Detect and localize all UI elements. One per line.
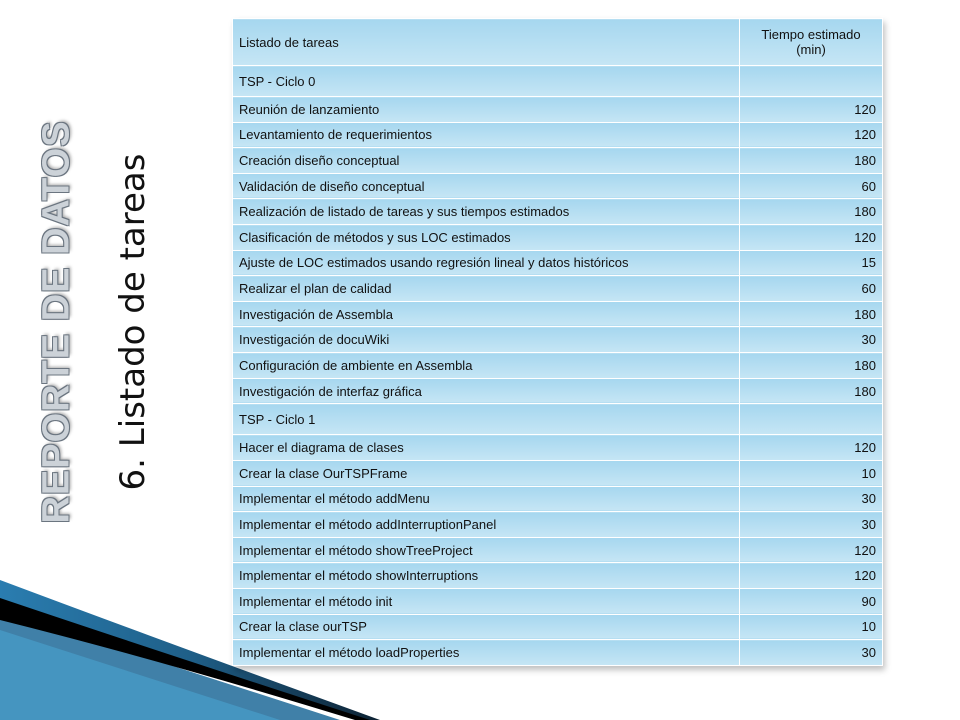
section-row (233, 404, 883, 435)
slide-title: REPORTE DE DATOS (35, 120, 78, 524)
time-cell (740, 404, 883, 435)
task-cell: Ajuste de LOC estimados usando regresión lineal y datos históricos (233, 250, 740, 276)
time-cell: 30 (740, 486, 883, 512)
task-cell: TSP - Ciclo 0 (233, 66, 740, 97)
time-cell: 180 (740, 199, 883, 225)
task-cell: Implementar el método addMenu (233, 486, 740, 512)
section-row (233, 66, 883, 97)
table-row (233, 173, 883, 199)
table-row (233, 225, 883, 251)
time-cell: 120 (740, 97, 883, 123)
time-cell: 120 (740, 435, 883, 461)
table-row (233, 353, 883, 379)
table-row (233, 327, 883, 353)
task-table-container (232, 18, 882, 666)
time-cell: 10 (740, 614, 883, 640)
table-row (233, 640, 883, 666)
task-cell: Investigación de Assembla (233, 301, 740, 327)
task-cell: Reunión de lanzamiento (233, 97, 740, 123)
table-row (233, 460, 883, 486)
table-row (233, 378, 883, 404)
time-cell: 90 (740, 588, 883, 614)
table-row (233, 588, 883, 614)
time-cell: 60 (740, 173, 883, 199)
time-cell: 10 (740, 460, 883, 486)
task-cell: Realizar el plan de calidad (233, 276, 740, 302)
time-cell: 120 (740, 563, 883, 589)
task-cell: Validación de diseño conceptual (233, 173, 740, 199)
task-cell: Crear la clase ourTSP (233, 614, 740, 640)
task-cell: Creación diseño conceptual (233, 148, 740, 174)
task-cell: Levantamiento de requerimientos (233, 122, 740, 148)
table-row (233, 122, 883, 148)
header-task: Listado de tareas (233, 19, 740, 66)
time-cell: 180 (740, 353, 883, 379)
time-cell (740, 66, 883, 97)
task-cell: Investigación de docuWiki (233, 327, 740, 353)
table-row (233, 512, 883, 538)
task-cell: Investigación de interfaz gráfica (233, 378, 740, 404)
task-cell: Clasificación de métodos y sus LOC estimados (233, 225, 740, 251)
time-cell: 30 (740, 512, 883, 538)
time-cell: 180 (740, 378, 883, 404)
table-row (233, 486, 883, 512)
time-cell: 15 (740, 250, 883, 276)
header-time: Tiempo estimado (min) (740, 19, 883, 66)
task-cell: Implementar el método showTreeProject (233, 537, 740, 563)
time-cell: 120 (740, 537, 883, 563)
task-cell: Implementar el método init (233, 588, 740, 614)
table-row (233, 563, 883, 589)
time-cell: 30 (740, 640, 883, 666)
slide-subtitle: 6. Listado de tareas (113, 153, 153, 491)
task-cell: Implementar el método loadProperties (233, 640, 740, 666)
task-table (232, 18, 883, 666)
table-header-row (233, 19, 883, 66)
task-table-body (233, 66, 883, 666)
task-cell: TSP - Ciclo 1 (233, 404, 740, 435)
table-row (233, 250, 883, 276)
time-cell: 120 (740, 122, 883, 148)
time-cell: 180 (740, 301, 883, 327)
time-cell: 30 (740, 327, 883, 353)
task-cell: Realización de listado de tareas y sus tiempos estimados (233, 199, 740, 225)
table-row (233, 435, 883, 461)
task-cell: Crear la clase OurTSPFrame (233, 460, 740, 486)
table-row (233, 301, 883, 327)
task-cell: Implementar el método showInterruptions (233, 563, 740, 589)
task-cell: Configuración de ambiente en Assembla (233, 353, 740, 379)
task-cell: Hacer el diagrama de clases (233, 435, 740, 461)
table-row (233, 97, 883, 123)
task-cell: Implementar el método addInterruptionPanel (233, 512, 740, 538)
time-cell: 180 (740, 148, 883, 174)
table-row (233, 614, 883, 640)
table-row (233, 537, 883, 563)
time-cell: 60 (740, 276, 883, 302)
table-row (233, 276, 883, 302)
table-row (233, 148, 883, 174)
table-row (233, 199, 883, 225)
time-cell: 120 (740, 225, 883, 251)
